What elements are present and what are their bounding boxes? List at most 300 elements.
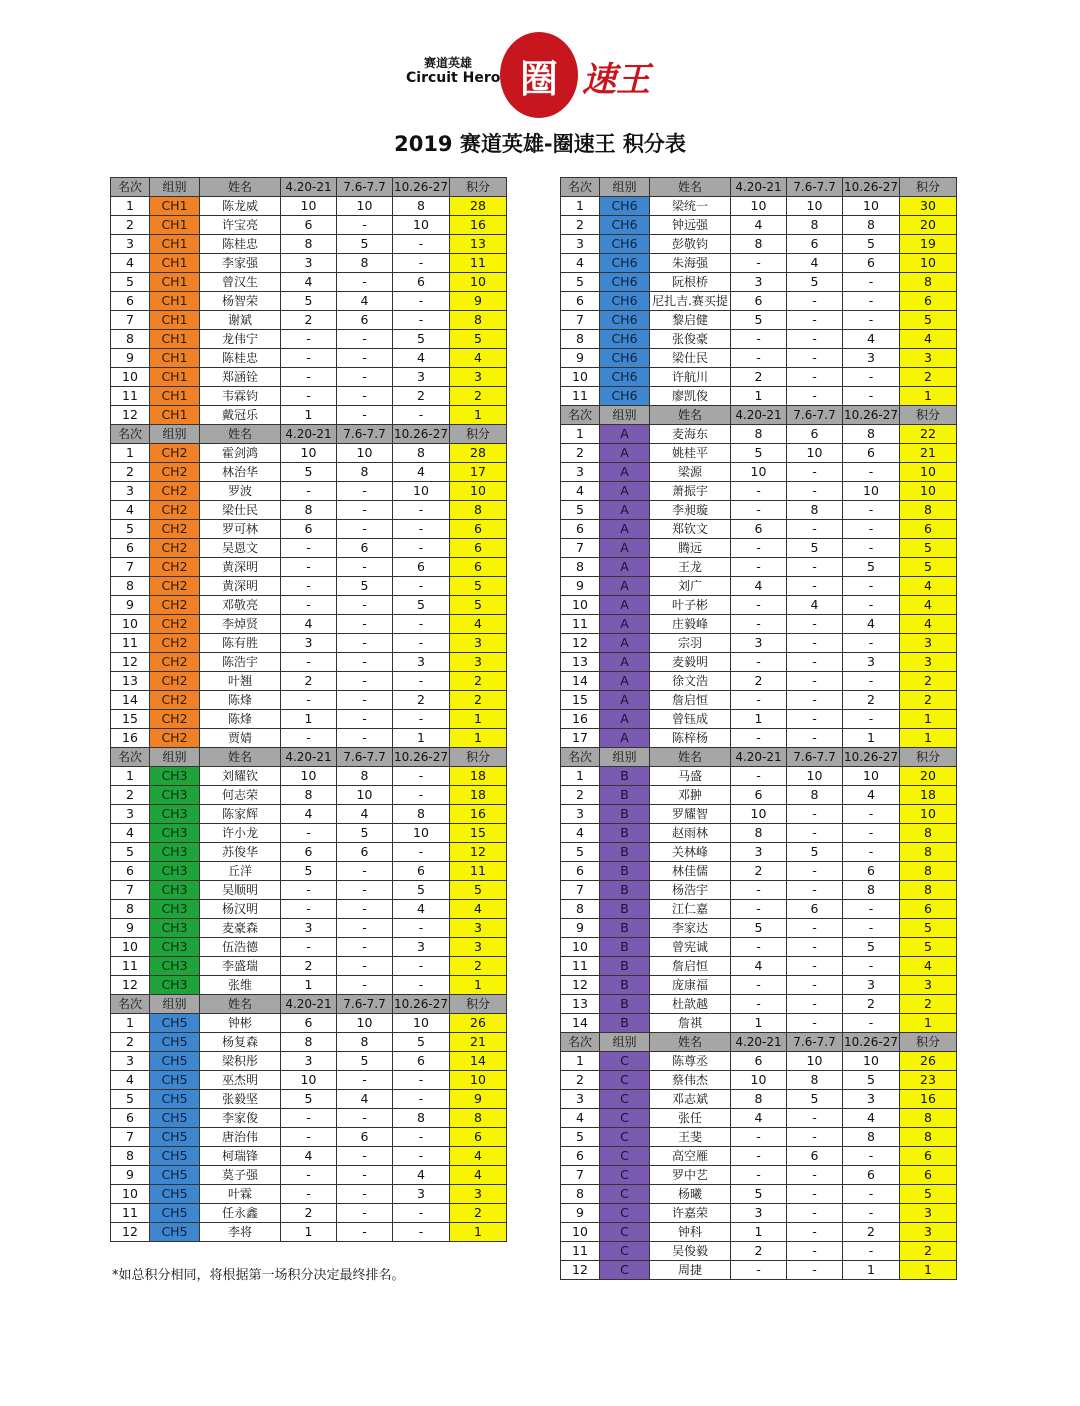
table-row: [111, 197, 507, 216]
round1-cell: 4: [731, 577, 787, 596]
total-cell: 4: [450, 1147, 507, 1166]
round3-cell: 3: [843, 976, 900, 995]
group-cell: CH3: [150, 957, 200, 976]
round2-cell: -: [787, 710, 843, 729]
group-cell: CH3: [150, 976, 200, 995]
group-cell: A: [600, 577, 650, 596]
round3-cell: 2: [393, 387, 450, 406]
round1-cell: -: [281, 691, 337, 710]
round3-cell: 8: [843, 425, 900, 444]
round1-cell: 4: [281, 273, 337, 292]
rank-cell: 5: [111, 843, 150, 862]
round2-cell: -: [787, 1109, 843, 1128]
group-cell: B: [600, 957, 650, 976]
round1-cell: -: [731, 1166, 787, 1185]
header-row: [111, 425, 507, 444]
total-cell: 8: [900, 1109, 957, 1128]
round2-cell: -: [787, 653, 843, 672]
round2-cell: -: [337, 520, 393, 539]
total-cell: 10: [450, 1071, 507, 1090]
group-cell: CH3: [150, 881, 200, 900]
round3-cell: 1: [843, 729, 900, 748]
round2-cell: -: [337, 596, 393, 615]
round1-cell: 5: [281, 862, 337, 881]
round1-cell: 3: [731, 273, 787, 292]
round3-cell: 4: [843, 786, 900, 805]
total-cell: 4: [900, 957, 957, 976]
name-cell: 张毅坚: [200, 1090, 281, 1109]
name-cell: 曾宪诚: [650, 938, 731, 957]
round1-cell: 4: [281, 1147, 337, 1166]
rank-cell: 13: [561, 653, 600, 672]
round2-cell: 6: [337, 311, 393, 330]
round1-cell: 8: [281, 501, 337, 520]
total-cell: 10: [900, 463, 957, 482]
group-cell: B: [600, 976, 650, 995]
table-row: [111, 596, 507, 615]
name-cell: 蔡伟杰: [650, 1071, 731, 1090]
table-row: [561, 520, 957, 539]
round3-cell: 2: [843, 691, 900, 710]
round1-cell: 2: [731, 368, 787, 387]
table-row: [111, 406, 507, 425]
round2-cell: 6: [337, 843, 393, 862]
footnote: *如总积分相同，将根据第一场积分决定最终排名。: [112, 1268, 405, 1283]
table-row: [561, 1109, 957, 1128]
round3-cell: -: [393, 292, 450, 311]
round3-cell: 5: [843, 235, 900, 254]
name-cell: 陈烽: [200, 691, 281, 710]
round3-cell: 6: [393, 1052, 450, 1071]
total-cell: 4: [450, 349, 507, 368]
total-cell: 5: [900, 311, 957, 330]
rank-cell: 11: [561, 615, 600, 634]
table-row: [561, 862, 957, 881]
rank-cell: 10: [111, 938, 150, 957]
total-cell: 8: [900, 843, 957, 862]
round2-cell: -: [337, 1147, 393, 1166]
page-title: 2019 赛道英雄-圈速王 积分表: [394, 132, 686, 156]
total-cell: 4: [900, 596, 957, 615]
round3-cell: -: [843, 539, 900, 558]
rank-cell: 3: [111, 235, 150, 254]
group-cell: CH1: [150, 292, 200, 311]
rank-cell: 8: [111, 577, 150, 596]
name-cell: 柯瑞锋: [200, 1147, 281, 1166]
rank-cell: 12: [561, 1261, 600, 1280]
name-cell: 张俊豪: [650, 330, 731, 349]
rank-cell: 2: [111, 786, 150, 805]
round2-cell: 4: [787, 254, 843, 273]
group-cell: CH1: [150, 273, 200, 292]
group-cell: CH3: [150, 767, 200, 786]
rank-cell: 12: [111, 406, 150, 425]
round2-cell: 8: [787, 501, 843, 520]
column-header: 7.6-7.7: [337, 425, 393, 444]
table-row: [111, 615, 507, 634]
table-row: [561, 1166, 957, 1185]
round3-cell: 8: [393, 805, 450, 824]
table-row: [111, 1204, 507, 1223]
rank-cell: 11: [561, 957, 600, 976]
total-cell: 1: [450, 729, 507, 748]
round1-cell: 5: [731, 444, 787, 463]
name-cell: 梁积彤: [200, 1052, 281, 1071]
column-header: 积分: [900, 406, 957, 425]
total-cell: 18: [450, 786, 507, 805]
name-cell: 钟远强: [650, 216, 731, 235]
round2-cell: -: [787, 824, 843, 843]
group-cell: B: [600, 824, 650, 843]
round1-cell: -: [731, 254, 787, 273]
name-cell: 许嘉荣: [650, 1204, 731, 1223]
round1-cell: 2: [731, 1242, 787, 1261]
group-cell: A: [600, 653, 650, 672]
total-cell: 18: [900, 786, 957, 805]
name-cell: 杨曦: [650, 1185, 731, 1204]
rank-cell: 7: [111, 558, 150, 577]
name-cell: 徐文浩: [650, 672, 731, 691]
table-row: [111, 558, 507, 577]
rank-cell: 11: [111, 957, 150, 976]
round2-cell: -: [787, 1128, 843, 1147]
table-row: [561, 672, 957, 691]
round1-cell: 6: [731, 1052, 787, 1071]
round3-cell: -: [843, 1147, 900, 1166]
table-row: [561, 1014, 957, 1033]
round3-cell: 1: [843, 1261, 900, 1280]
group-cell: B: [600, 900, 650, 919]
total-cell: 6: [450, 539, 507, 558]
round2-cell: 10: [337, 1014, 393, 1033]
name-cell: 谢斌: [200, 311, 281, 330]
column-header: 名次: [111, 748, 150, 767]
rank-cell: 8: [561, 330, 600, 349]
round2-cell: -: [337, 881, 393, 900]
table-row: [111, 653, 507, 672]
round3-cell: -: [393, 520, 450, 539]
round3-cell: 3: [393, 938, 450, 957]
name-cell: 苏俊华: [200, 843, 281, 862]
round1-cell: -: [731, 900, 787, 919]
total-cell: 9: [450, 1090, 507, 1109]
round2-cell: -: [337, 349, 393, 368]
group-cell: CH6: [600, 216, 650, 235]
group-cell: A: [600, 691, 650, 710]
name-cell: 莫子强: [200, 1166, 281, 1185]
group-cell: CH2: [150, 653, 200, 672]
round1-cell: 2: [281, 1204, 337, 1223]
total-cell: 2: [900, 368, 957, 387]
round1-cell: 10: [281, 444, 337, 463]
column-header: 名次: [111, 178, 150, 197]
round2-cell: 8: [787, 786, 843, 805]
total-cell: 3: [450, 1185, 507, 1204]
round2-cell: 10: [337, 444, 393, 463]
total-cell: 3: [900, 976, 957, 995]
group-cell: C: [600, 1052, 650, 1071]
round2-cell: -: [787, 995, 843, 1014]
group-cell: B: [600, 881, 650, 900]
group-cell: B: [600, 862, 650, 881]
total-cell: 6: [900, 292, 957, 311]
total-cell: 9: [450, 292, 507, 311]
rank-cell: 9: [111, 349, 150, 368]
total-cell: 8: [900, 881, 957, 900]
table-row: [561, 425, 957, 444]
rank-cell: 5: [561, 501, 600, 520]
total-cell: 3: [900, 1204, 957, 1223]
group-cell: CH2: [150, 577, 200, 596]
group-cell: C: [600, 1185, 650, 1204]
rank-cell: 5: [111, 1090, 150, 1109]
group-cell: CH5: [150, 1223, 200, 1242]
name-cell: 萧振宇: [650, 482, 731, 501]
round2-cell: -: [787, 881, 843, 900]
name-cell: 梁源: [650, 463, 731, 482]
round3-cell: -: [393, 1071, 450, 1090]
column-header: 积分: [900, 748, 957, 767]
table-row: [111, 957, 507, 976]
round1-cell: -: [731, 1128, 787, 1147]
table-row: [111, 1109, 507, 1128]
table-row: [561, 596, 957, 615]
round3-cell: -: [843, 1185, 900, 1204]
total-cell: 8: [900, 862, 957, 881]
total-cell: 8: [900, 1128, 957, 1147]
table-row: [561, 729, 957, 748]
column-header: 组别: [600, 406, 650, 425]
round1-cell: -: [731, 596, 787, 615]
left-column: [110, 177, 507, 1242]
rank-cell: 16: [111, 729, 150, 748]
group-cell: CH1: [150, 197, 200, 216]
round1-cell: 1: [731, 1014, 787, 1033]
column-header: 4.20-21: [281, 995, 337, 1014]
total-cell: 4: [900, 615, 957, 634]
round2-cell: -: [337, 387, 393, 406]
round1-cell: -: [731, 539, 787, 558]
table-row: [561, 976, 957, 995]
group-cell: A: [600, 596, 650, 615]
total-cell: 4: [900, 577, 957, 596]
round3-cell: -: [843, 824, 900, 843]
name-cell: 杜歆越: [650, 995, 731, 1014]
table-row: [561, 786, 957, 805]
round2-cell: -: [337, 615, 393, 634]
column-header: 姓名: [650, 748, 731, 767]
table-row: [561, 444, 957, 463]
rank-cell: 13: [111, 672, 150, 691]
round3-cell: -: [843, 805, 900, 824]
rank-cell: 10: [561, 368, 600, 387]
column-header: 姓名: [650, 406, 731, 425]
name-cell: 唐治伟: [200, 1128, 281, 1147]
round1-cell: 6: [731, 520, 787, 539]
total-cell: 10: [450, 482, 507, 501]
total-cell: 5: [450, 330, 507, 349]
rank-cell: 4: [561, 254, 600, 273]
round1-cell: -: [731, 653, 787, 672]
name-cell: 陈梓杨: [650, 729, 731, 748]
round3-cell: 8: [843, 1128, 900, 1147]
table-row: [111, 1223, 507, 1242]
total-cell: 4: [450, 1166, 507, 1185]
name-cell: 吴顺明: [200, 881, 281, 900]
group-cell: CH6: [600, 349, 650, 368]
round2-cell: -: [787, 1185, 843, 1204]
round1-cell: 1: [731, 387, 787, 406]
rank-cell: 8: [561, 1185, 600, 1204]
name-cell: 詹启恒: [650, 957, 731, 976]
group-cell: C: [600, 1147, 650, 1166]
group-cell: A: [600, 672, 650, 691]
round2-cell: -: [337, 919, 393, 938]
round1-cell: 10: [731, 805, 787, 824]
round1-cell: 1: [281, 406, 337, 425]
round2-cell: 10: [787, 444, 843, 463]
column-header: 姓名: [200, 425, 281, 444]
column-header: 4.20-21: [731, 406, 787, 425]
name-cell: 江仁嘉: [650, 900, 731, 919]
round1-cell: -: [731, 976, 787, 995]
round2-cell: 8: [337, 767, 393, 786]
rank-cell: 1: [561, 197, 600, 216]
name-cell: 曾汉生: [200, 273, 281, 292]
name-cell: 李家达: [650, 919, 731, 938]
total-cell: 10: [450, 273, 507, 292]
round2-cell: 5: [787, 539, 843, 558]
table-row: [111, 919, 507, 938]
table-row: [111, 482, 507, 501]
right-column: [560, 177, 957, 1280]
name-cell: 李家强: [200, 254, 281, 273]
round2-cell: -: [337, 330, 393, 349]
table-row: [111, 330, 507, 349]
group-cell: CH3: [150, 938, 200, 957]
column-header: 姓名: [200, 995, 281, 1014]
rank-cell: 12: [111, 653, 150, 672]
table-row: [561, 691, 957, 710]
table-row: [111, 976, 507, 995]
name-cell: 詹启恒: [650, 691, 731, 710]
round2-cell: -: [787, 292, 843, 311]
group-cell: B: [600, 995, 650, 1014]
round2-cell: 8: [337, 254, 393, 273]
name-cell: 陈家辉: [200, 805, 281, 824]
round3-cell: -: [843, 273, 900, 292]
rank-cell: 15: [111, 710, 150, 729]
group-cell: CH2: [150, 558, 200, 577]
round2-cell: -: [787, 520, 843, 539]
total-cell: 5: [450, 881, 507, 900]
round3-cell: 10: [843, 767, 900, 786]
table-row: [111, 634, 507, 653]
header-row: [111, 748, 507, 767]
total-cell: 10: [900, 482, 957, 501]
group-cell: CH3: [150, 786, 200, 805]
name-cell: 邓志斌: [650, 1090, 731, 1109]
total-cell: 11: [450, 862, 507, 881]
table-row: [111, 577, 507, 596]
table-row: [561, 615, 957, 634]
name-cell: 罗可林: [200, 520, 281, 539]
round2-cell: -: [337, 862, 393, 881]
rank-cell: 5: [561, 1128, 600, 1147]
column-header: 7.6-7.7: [337, 748, 393, 767]
rank-cell: 12: [561, 634, 600, 653]
rank-cell: 8: [111, 900, 150, 919]
round3-cell: 3: [393, 653, 450, 672]
name-cell: 林佳儒: [650, 862, 731, 881]
rank-cell: 3: [561, 805, 600, 824]
total-cell: 15: [450, 824, 507, 843]
round2-cell: -: [787, 463, 843, 482]
round2-cell: 10: [337, 197, 393, 216]
rank-cell: 6: [561, 862, 600, 881]
total-cell: 1: [450, 976, 507, 995]
round1-cell: 2: [731, 862, 787, 881]
total-cell: 1: [900, 710, 957, 729]
round1-cell: 1: [731, 710, 787, 729]
round1-cell: 4: [731, 1109, 787, 1128]
round3-cell: 3: [393, 1185, 450, 1204]
table-row: [561, 387, 957, 406]
table-row: [111, 824, 507, 843]
table-row: [111, 387, 507, 406]
round1-cell: 1: [731, 1223, 787, 1242]
total-cell: 5: [900, 1185, 957, 1204]
group-cell: CH5: [150, 1147, 200, 1166]
column-header: 10.26-27: [843, 178, 900, 197]
round2-cell: 5: [787, 843, 843, 862]
name-cell: 许小龙: [200, 824, 281, 843]
rank-cell: 4: [561, 482, 600, 501]
round3-cell: -: [393, 976, 450, 995]
rank-cell: 11: [561, 387, 600, 406]
group-cell: CH3: [150, 919, 200, 938]
round3-cell: -: [843, 843, 900, 862]
round2-cell: -: [787, 862, 843, 881]
total-cell: 12: [450, 843, 507, 862]
round1-cell: -: [731, 691, 787, 710]
round2-cell: 6: [337, 1128, 393, 1147]
rank-cell: 10: [561, 596, 600, 615]
name-cell: 庞康福: [650, 976, 731, 995]
round3-cell: -: [843, 463, 900, 482]
group-cell: CH2: [150, 501, 200, 520]
total-cell: 22: [900, 425, 957, 444]
total-cell: 21: [900, 444, 957, 463]
round3-cell: -: [393, 577, 450, 596]
name-cell: 麦毅明: [650, 653, 731, 672]
round3-cell: 6: [393, 273, 450, 292]
group-cell: A: [600, 729, 650, 748]
column-header: 积分: [450, 178, 507, 197]
round2-cell: 8: [337, 1033, 393, 1052]
name-cell: 杨汉明: [200, 900, 281, 919]
column-header: 4.20-21: [731, 1033, 787, 1052]
round2-cell: -: [337, 691, 393, 710]
round2-cell: -: [787, 387, 843, 406]
round1-cell: 4: [281, 805, 337, 824]
round3-cell: -: [843, 292, 900, 311]
name-cell: 戴冠乐: [200, 406, 281, 425]
round1-cell: 10: [731, 1071, 787, 1090]
rank-cell: 10: [111, 1185, 150, 1204]
round1-cell: -: [281, 900, 337, 919]
round2-cell: -: [787, 558, 843, 577]
